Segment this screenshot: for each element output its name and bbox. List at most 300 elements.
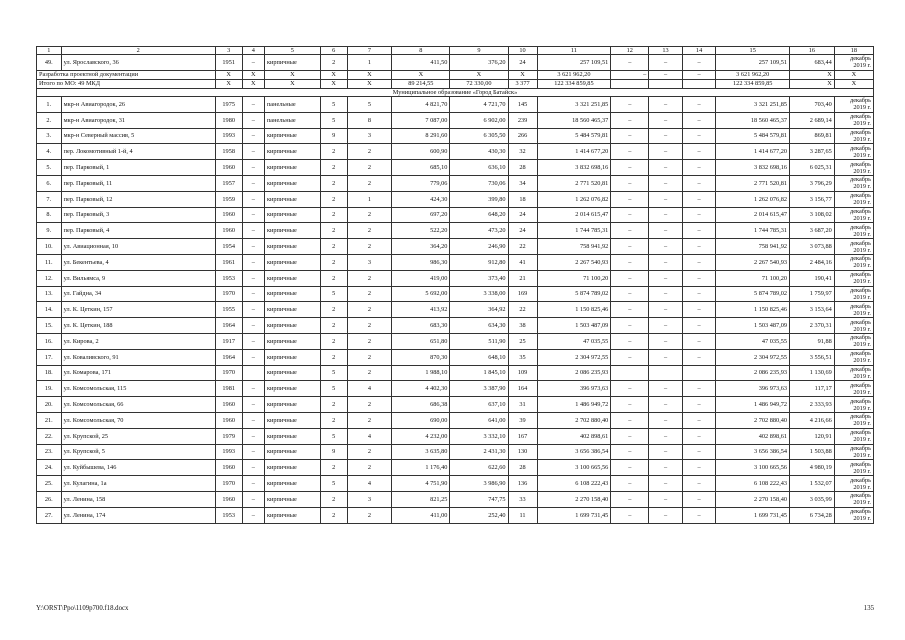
table-cell: – xyxy=(649,128,683,144)
table-cell: 6 305,50 xyxy=(450,128,508,144)
table-cell: 17. xyxy=(37,349,62,365)
column-number: 15 xyxy=(716,47,790,55)
table-cell: 870,30 xyxy=(392,349,450,365)
table-row xyxy=(37,318,874,334)
table-cell: 2 xyxy=(320,349,347,365)
table-cell: 1 176,40 xyxy=(392,460,450,476)
table-cell: 3 832 698,16 xyxy=(716,160,790,176)
table-cell: 190,41 xyxy=(790,270,835,286)
table-cell: 2 xyxy=(347,286,392,302)
table-cell: кирпичные xyxy=(264,444,320,460)
table-cell: 1960 xyxy=(215,491,242,507)
table-cell: – xyxy=(649,191,683,207)
table-cell: – xyxy=(611,349,649,365)
table-cell: – xyxy=(682,175,716,191)
table-cell: – xyxy=(611,460,649,476)
table-cell: 6 902,00 xyxy=(450,112,508,128)
table-cell: 47 035,55 xyxy=(716,333,790,349)
table-cell: декабрь 2019 г. xyxy=(834,128,873,144)
table-cell: кирпичные xyxy=(264,507,320,523)
table-cell: – xyxy=(242,302,264,318)
table-cell: – xyxy=(611,254,649,270)
table-cell: декабрь 2019 г. xyxy=(834,318,873,334)
table-cell: 3 153,64 xyxy=(790,302,835,318)
table-cell: 24 xyxy=(508,55,537,71)
table-row xyxy=(37,55,874,71)
table-cell: – xyxy=(242,507,264,523)
table-cell: 71 100,20 xyxy=(716,270,790,286)
table-cell: 164 xyxy=(508,381,537,397)
table-cell: – xyxy=(242,160,264,176)
table-cell: 419,00 xyxy=(392,270,450,286)
table-cell: 169 xyxy=(508,286,537,302)
table-cell: – xyxy=(649,270,683,286)
column-number-row xyxy=(37,47,874,55)
table-cell: кирпичные xyxy=(264,381,320,397)
table-cell: – xyxy=(611,412,649,428)
column-number: 2 xyxy=(61,47,215,55)
table-cell: кирпичные xyxy=(264,144,320,160)
table-cell: – xyxy=(242,491,264,507)
table-cell: – xyxy=(649,96,683,112)
table-cell: 690,00 xyxy=(392,412,450,428)
table-cell: 5 xyxy=(320,381,347,397)
column-number: 7 xyxy=(347,47,392,55)
summary-cell xyxy=(649,79,683,88)
summary-cell: 72 330,00 xyxy=(450,79,508,88)
table-cell: 1 503 487,09 xyxy=(537,318,611,334)
table-cell: 1 150 825,46 xyxy=(537,302,611,318)
table-cell: 2 xyxy=(320,239,347,255)
table-cell: 1964 xyxy=(215,318,242,334)
table-row xyxy=(37,381,874,397)
summary-cell xyxy=(682,79,716,88)
table-cell: 402 898,61 xyxy=(716,428,790,444)
table-cell: 5 692,00 xyxy=(392,286,450,302)
table-cell: – xyxy=(242,286,264,302)
table-cell: 1993 xyxy=(215,444,242,460)
table-row xyxy=(37,302,874,318)
table-cell: – xyxy=(649,175,683,191)
table-cell: 1980 xyxy=(215,112,242,128)
table-cell: ул. Бекентьева, 4 xyxy=(61,254,215,270)
table-cell: 2. xyxy=(37,112,62,128)
table-cell: – xyxy=(649,55,683,71)
summary-cell: X xyxy=(264,70,320,79)
table-cell: 2 xyxy=(347,444,392,460)
table-cell: кирпичные xyxy=(264,318,320,334)
summary-cell: 3 621 962,20 xyxy=(716,70,790,79)
table-cell: 2 771 520,81 xyxy=(537,175,611,191)
table-cell: 3. xyxy=(37,128,62,144)
table-cell: – xyxy=(649,207,683,223)
table-cell: 71 100,20 xyxy=(537,270,611,286)
table-cell: ул. Куйбышева, 146 xyxy=(61,460,215,476)
table-cell: 22. xyxy=(37,428,62,444)
table-cell: – xyxy=(682,476,716,492)
table-cell: 1957 xyxy=(215,175,242,191)
table-cell: 2 xyxy=(320,191,347,207)
table-cell: 31 xyxy=(508,397,537,413)
column-number: 12 xyxy=(611,47,649,55)
table-cell: – xyxy=(682,191,716,207)
table-cell: 1 503,88 xyxy=(790,444,835,460)
table-cell: 47 035,55 xyxy=(537,333,611,349)
table-cell: – xyxy=(649,254,683,270)
table-row xyxy=(37,96,874,112)
table-cell: кирпичные xyxy=(264,302,320,318)
table-cell: панельные xyxy=(264,112,320,128)
table-cell: 1960 xyxy=(215,460,242,476)
summary-row xyxy=(37,79,874,88)
table-cell: 4 xyxy=(347,428,392,444)
page-number: 135 xyxy=(863,605,874,612)
table-cell: 3 687,20 xyxy=(790,223,835,239)
table-cell: 634,30 xyxy=(450,318,508,334)
table-row xyxy=(37,428,874,444)
table-cell: 2 014 615,47 xyxy=(537,207,611,223)
table-cell: – xyxy=(242,55,264,71)
table-cell: 4. xyxy=(37,144,62,160)
table-cell: декабрь 2019 г. xyxy=(834,397,873,413)
table-cell: ул. К. Цеткин, 157 xyxy=(61,302,215,318)
summary-cell: X xyxy=(347,70,392,79)
table-cell: кирпичные xyxy=(264,412,320,428)
table-cell: – xyxy=(649,112,683,128)
table-cell: декабрь 2019 г. xyxy=(834,96,873,112)
table-cell: – xyxy=(242,144,264,160)
table-cell: 23. xyxy=(37,444,62,460)
table-cell: – xyxy=(611,302,649,318)
footer-file-path: Y:\ORST\Ppo\1109p700.f18.docx xyxy=(36,605,129,612)
table-cell: 18 xyxy=(508,191,537,207)
summary-cell: 122 334 859,85 xyxy=(537,79,611,88)
table-cell: панельные xyxy=(264,96,320,112)
table-cell: – xyxy=(682,270,716,286)
table-cell: 3 xyxy=(347,254,392,270)
table-row xyxy=(37,128,874,144)
table-cell: 364,92 xyxy=(450,302,508,318)
table-cell: ул. Кулагина, 1а xyxy=(61,476,215,492)
table-cell: 1960 xyxy=(215,223,242,239)
table-cell: – xyxy=(611,55,649,71)
table-cell: 2 270 158,40 xyxy=(716,491,790,507)
table-cell: кирпичные xyxy=(264,270,320,286)
table-cell: 5 xyxy=(320,112,347,128)
table-cell: 411,50 xyxy=(392,55,450,71)
table-cell: декабрь 2019 г. xyxy=(834,333,873,349)
table-cell: 2 xyxy=(320,223,347,239)
table-row xyxy=(37,160,874,176)
table-cell: – xyxy=(649,239,683,255)
table-cell: – xyxy=(242,112,264,128)
table-cell: 2 xyxy=(347,397,392,413)
table-cell: 246,90 xyxy=(450,239,508,255)
table-cell: 1 414 677,20 xyxy=(716,144,790,160)
table-cell: 396 973,63 xyxy=(537,381,611,397)
table-cell: 5 xyxy=(320,286,347,302)
table-cell: 1 503 487,09 xyxy=(716,318,790,334)
table-row xyxy=(37,223,874,239)
table-cell: 32 xyxy=(508,144,537,160)
table-cell: 2 xyxy=(320,507,347,523)
table-cell: 25 xyxy=(508,333,537,349)
table-cell: 4 751,90 xyxy=(392,476,450,492)
table-cell: 2 702 880,40 xyxy=(716,412,790,428)
table-cell: – xyxy=(242,444,264,460)
table-cell: 2 xyxy=(347,239,392,255)
summary-label: Разработка проектной документации xyxy=(37,70,216,79)
table-cell: 8 291,60 xyxy=(392,128,450,144)
table-cell: – xyxy=(682,96,716,112)
summary-cell: X xyxy=(347,79,392,88)
table-cell: – xyxy=(682,144,716,160)
table-cell: 3 387,90 xyxy=(450,381,508,397)
table-row xyxy=(37,175,874,191)
table-cell: 1964 xyxy=(215,349,242,365)
table-cell: кирпичные xyxy=(264,476,320,492)
table-cell: 2 484,16 xyxy=(790,254,835,270)
table-cell: 511,90 xyxy=(450,333,508,349)
table-cell: 2 xyxy=(320,318,347,334)
table-cell: 2 xyxy=(347,160,392,176)
table-row xyxy=(37,365,874,381)
table-cell: – xyxy=(682,207,716,223)
table-cell: 24. xyxy=(37,460,62,476)
table-cell: – xyxy=(649,507,683,523)
summary-cell: 3 621 962,20 xyxy=(537,70,611,79)
table-cell: – xyxy=(649,476,683,492)
table-cell: пер. Парковый, 12 xyxy=(61,191,215,207)
table-cell: – xyxy=(649,491,683,507)
table-cell: 373,40 xyxy=(450,270,508,286)
table-cell: 35 xyxy=(508,349,537,365)
table-cell: ул. Ленина, 158 xyxy=(61,491,215,507)
table-cell: 1 845,10 xyxy=(450,365,508,381)
table-cell: ул. Комсомольская, 66 xyxy=(61,397,215,413)
table-cell: 2 xyxy=(347,223,392,239)
table-cell: 2 xyxy=(347,318,392,334)
table-cell: 402 898,61 xyxy=(537,428,611,444)
table-cell: 3 656 386,54 xyxy=(537,444,611,460)
table-cell: – xyxy=(682,412,716,428)
table-cell: кирпичные xyxy=(264,223,320,239)
table-cell: декабрь 2019 г. xyxy=(834,381,873,397)
table-cell: кирпичные xyxy=(264,286,320,302)
table-cell: – xyxy=(649,223,683,239)
table-cell: 648,10 xyxy=(450,349,508,365)
table-cell: 869,81 xyxy=(790,128,835,144)
table-cell: 2 xyxy=(347,144,392,160)
table-cell: 21. xyxy=(37,412,62,428)
table-cell: 1955 xyxy=(215,302,242,318)
table-cell: 364,20 xyxy=(392,239,450,255)
table-cell: – xyxy=(611,428,649,444)
table-cell: кирпичные xyxy=(264,460,320,476)
table-cell xyxy=(611,365,649,381)
table-cell: 2 xyxy=(347,175,392,191)
table-row xyxy=(37,476,874,492)
table-cell: 16. xyxy=(37,333,62,349)
table-cell: 130 xyxy=(508,444,537,460)
table-cell: 120,91 xyxy=(790,428,835,444)
table-cell: – xyxy=(242,207,264,223)
table-cell: ул. К. Цеткин, 188 xyxy=(61,318,215,334)
table-cell: – xyxy=(242,270,264,286)
table-cell: 1970 xyxy=(215,365,242,381)
table-cell: 2 689,14 xyxy=(790,112,835,128)
table-cell: 622,60 xyxy=(450,460,508,476)
table-cell: 34 xyxy=(508,175,537,191)
column-number: 14 xyxy=(682,47,716,55)
table-cell: 1 xyxy=(347,55,392,71)
table-cell: 747,75 xyxy=(450,491,508,507)
table-cell: – xyxy=(682,112,716,128)
table-cell: 1 699 731,45 xyxy=(716,507,790,523)
table-cell: 2 xyxy=(347,365,392,381)
table-cell: 376,20 xyxy=(450,55,508,71)
table-cell: декабрь 2019 г. xyxy=(834,191,873,207)
table-cell: пер. Парковый, 11 xyxy=(61,175,215,191)
table-cell: 2 086 235,93 xyxy=(537,365,611,381)
table-cell: 1960 xyxy=(215,160,242,176)
table-cell: – xyxy=(611,112,649,128)
table-cell: 1960 xyxy=(215,397,242,413)
table-cell: 730,06 xyxy=(450,175,508,191)
table-cell: 10. xyxy=(37,239,62,255)
table-row xyxy=(37,144,874,160)
table-cell: ул. Коваливского, 91 xyxy=(61,349,215,365)
table-cell: 4 721,70 xyxy=(450,96,508,112)
table-cell: 1 262 076,82 xyxy=(537,191,611,207)
table-cell: 109 xyxy=(508,365,537,381)
table-cell: 4 216,66 xyxy=(790,412,835,428)
column-number: 5 xyxy=(264,47,320,55)
table-cell: 5. xyxy=(37,160,62,176)
table-cell: ул. Комсомольская, 115 xyxy=(61,381,215,397)
table-cell: 257 109,51 xyxy=(716,55,790,71)
table-row xyxy=(37,207,874,223)
table-cell: кирпичные xyxy=(264,207,320,223)
table-row xyxy=(37,254,874,270)
table-cell: 1961 xyxy=(215,254,242,270)
summary-cell: 89 214,55 xyxy=(392,79,450,88)
summary-cell xyxy=(611,79,649,88)
table-cell: – xyxy=(682,333,716,349)
table-cell: 2 431,30 xyxy=(450,444,508,460)
table-cell: 1970 xyxy=(215,476,242,492)
table-cell: – xyxy=(242,333,264,349)
table-cell: – xyxy=(682,239,716,255)
summary-cell: X xyxy=(242,70,264,79)
table-cell: 1 486 949,72 xyxy=(537,397,611,413)
table-cell: – xyxy=(611,507,649,523)
table-cell: 25. xyxy=(37,476,62,492)
table-cell: – xyxy=(649,397,683,413)
table-cell: пер. Парковый, 4 xyxy=(61,223,215,239)
table-cell: 5 xyxy=(320,476,347,492)
table-row xyxy=(37,191,874,207)
summary-cell: – xyxy=(649,70,683,79)
table-cell xyxy=(242,365,264,381)
table-cell xyxy=(649,365,683,381)
table-cell: 2 267 540,93 xyxy=(716,254,790,270)
table-cell: 1960 xyxy=(215,412,242,428)
table-cell: 779,06 xyxy=(392,175,450,191)
table-cell: – xyxy=(649,349,683,365)
table-cell: декабрь 2019 г. xyxy=(834,507,873,523)
table-cell: декабрь 2019 г. xyxy=(834,412,873,428)
table-cell: 28 xyxy=(508,160,537,176)
table-cell: декабрь 2019 г. xyxy=(834,444,873,460)
table-cell: 3 073,88 xyxy=(790,239,835,255)
table-cell: – xyxy=(242,428,264,444)
table-cell: – xyxy=(649,412,683,428)
table-cell: – xyxy=(682,55,716,71)
table-cell: – xyxy=(682,349,716,365)
table-cell: 20. xyxy=(37,397,62,413)
table-cell: декабрь 2019 г. xyxy=(834,55,873,71)
table-cell: пер. Парковый, 3 xyxy=(61,207,215,223)
table-cell: 1 150 825,46 xyxy=(716,302,790,318)
table-cell: 2 xyxy=(320,491,347,507)
table-cell: 4 232,00 xyxy=(392,428,450,444)
table-cell: 1917 xyxy=(215,333,242,349)
column-number: 1 xyxy=(37,47,62,55)
table-cell: 3 321 251,85 xyxy=(716,96,790,112)
table-cell: 637,10 xyxy=(450,397,508,413)
table-cell: – xyxy=(611,207,649,223)
table-cell: 2 xyxy=(320,160,347,176)
table-cell: ул. Ярославского, 36 xyxy=(61,55,215,71)
table-cell: 5 874 789,02 xyxy=(537,286,611,302)
table-cell: – xyxy=(611,239,649,255)
table-cell: 683,30 xyxy=(392,318,450,334)
table-cell: – xyxy=(611,144,649,160)
table-cell: 4 821,70 xyxy=(392,96,450,112)
table-cell: кирпичные xyxy=(264,254,320,270)
table-cell: – xyxy=(242,460,264,476)
table-cell: 5 484 579,81 xyxy=(537,128,611,144)
table-cell: 6 108 222,43 xyxy=(537,476,611,492)
table-cell: 5 xyxy=(320,365,347,381)
table-cell: 2 333,93 xyxy=(790,397,835,413)
table-cell: – xyxy=(611,381,649,397)
table-cell: 266 xyxy=(508,128,537,144)
table-cell: – xyxy=(242,175,264,191)
table-cell: декабрь 2019 г. xyxy=(834,112,873,128)
table-cell: кирпичные xyxy=(264,333,320,349)
table-cell: 2 xyxy=(320,207,347,223)
table-cell: 2 xyxy=(320,175,347,191)
table-cell: – xyxy=(682,507,716,523)
table-cell: 2 370,31 xyxy=(790,318,835,334)
table-cell: – xyxy=(682,428,716,444)
table-cell: – xyxy=(242,223,264,239)
table-cell: 9 xyxy=(320,444,347,460)
table-cell: 2 xyxy=(320,460,347,476)
table-cell: – xyxy=(242,191,264,207)
table-cell: 1 759,97 xyxy=(790,286,835,302)
column-number: 10 xyxy=(508,47,537,55)
table-cell: – xyxy=(682,128,716,144)
table-cell: 9. xyxy=(37,223,62,239)
table-cell: 2 xyxy=(320,254,347,270)
table-cell: 2 014 615,47 xyxy=(716,207,790,223)
summary-cell: X xyxy=(320,70,347,79)
table-cell: ул. Гайдна, 34 xyxy=(61,286,215,302)
table-cell: 430,30 xyxy=(450,144,508,160)
